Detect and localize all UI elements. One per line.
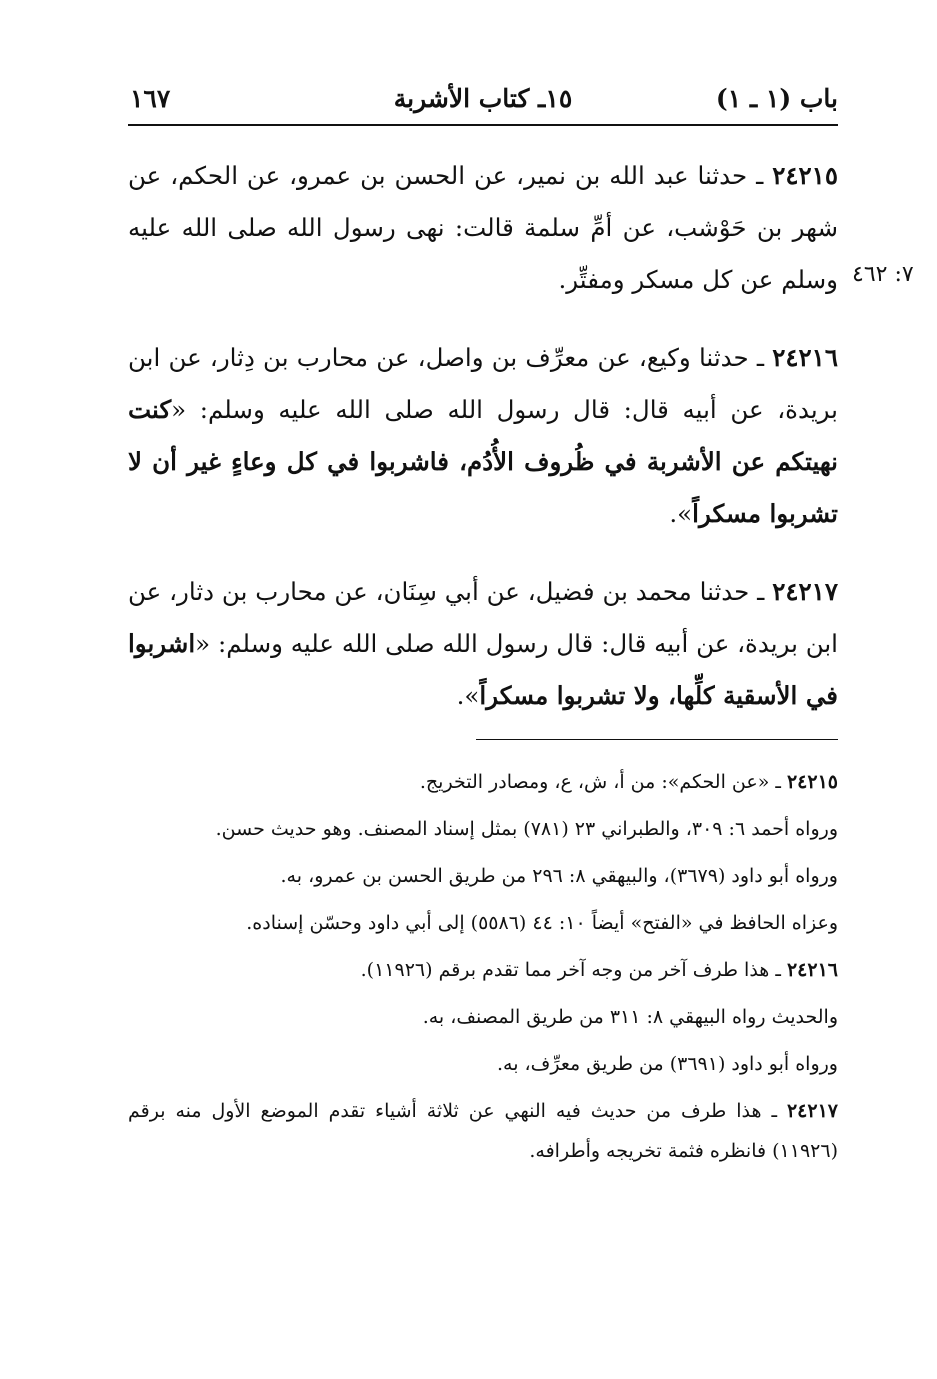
hadith-text: ـ حدثنا عبد الله بن نمير، عن الحسن بن عمرو، عن الحكم، عن شهر بن حَوْشب، عن أمِّ سلمة قالت: نهى رسول الله صلى الله عليه وسلم عن كل مسكر ومفتِّر. bbox=[128, 161, 838, 294]
footnote: ٢٤٢١٦ ـ هذا طرف آخر من وجه آخر مما تقدم برقم (١١٩٢٦). bbox=[360, 959, 838, 981]
footnote: ٢٤٢١٥ ـ «عن الحكم»: من أ، ش، ع، ومصادر التخريج. bbox=[419, 771, 838, 793]
chapter-ref: باب (١ ـ ١) bbox=[715, 84, 838, 113]
page-header bbox=[128, 78, 838, 122]
hadith-24217 bbox=[128, 566, 838, 722]
hadith-quote-end: ». bbox=[456, 681, 480, 710]
footnote: والحديث رواه البيهقي ٨: ٣١١ من طريق المصنف، به. bbox=[422, 1006, 838, 1028]
footnotes bbox=[128, 762, 838, 1178]
hadith-quote-end: ». bbox=[669, 499, 693, 528]
hadith-number: ٢٤٢١٥ bbox=[772, 161, 838, 190]
header-rule bbox=[128, 124, 838, 126]
hadith-text: ـ حدثنا وكيع، عن معرِّف بن واصل، عن محارب بن دِثار، عن ابن بريدة، عن أبيه قال: قال رسول الله صلى الله عليه وسلم: « bbox=[128, 343, 838, 424]
footnote: وعزاه الحافظ في «الفتح» أيضاً ١٠: ٤٤ (٥٥٨٦) إلى أبي داود وحسّن إسناده. bbox=[246, 912, 838, 934]
hadith-24215 bbox=[128, 150, 838, 306]
footnote-separator bbox=[476, 739, 838, 740]
footnote: ٢٤٢١٧ ـ هذا طرف من حديث فيه النهي عن ثلاثة أشياء تقدم الموضع الأول منه برقم (١١٩٢٦) فانظره فثمة تخريجه وأطرافه. bbox=[128, 1100, 838, 1162]
footnote: ورواه أحمد ٦: ٣٠٩، والطبراني ٢٣ (٧٨١) بمثل إسناد المصنف. وهو حديث حسن. bbox=[215, 818, 838, 840]
footnote: ورواه أبو داود (٣٦٩١) من طريق معرِّف، به. bbox=[496, 1053, 838, 1075]
book-title: ١٥ـ كتاب الأشربة bbox=[393, 84, 573, 113]
main-text bbox=[128, 150, 838, 748]
hadith-number: ٢٤٢١٦ bbox=[772, 343, 838, 372]
hadith-quote: كنت نهيتكم عن الأشربة في ظُروف الأُدُم، فاشربوا في كل وعاءٍ غير أن لا تشربوا مسكراً bbox=[128, 395, 838, 528]
hadith-text: ـ حدثنا محمد بن فضيل، عن أبي سِنَان، عن محارب بن دثار، عن ابن بريدة، عن أبيه قال: قال رسول الله صلى الله عليه وسلم: « bbox=[128, 577, 838, 658]
margin-reference: ٧: ٤٦٢ bbox=[852, 262, 914, 287]
hadith-24216 bbox=[128, 332, 838, 540]
footnote: ورواه أبو داود (٣٦٧٩)، والبيهقي ٨: ٢٩٦ من طريق الحسن بن عمرو، به. bbox=[280, 865, 838, 887]
hadith-quote: اشربوا في الأسقية كلِّها، ولا تشربوا مسكراً bbox=[128, 629, 838, 710]
hadith-number: ٢٤٢١٧ bbox=[772, 577, 838, 606]
page-number: ١٦٧ bbox=[130, 84, 171, 113]
